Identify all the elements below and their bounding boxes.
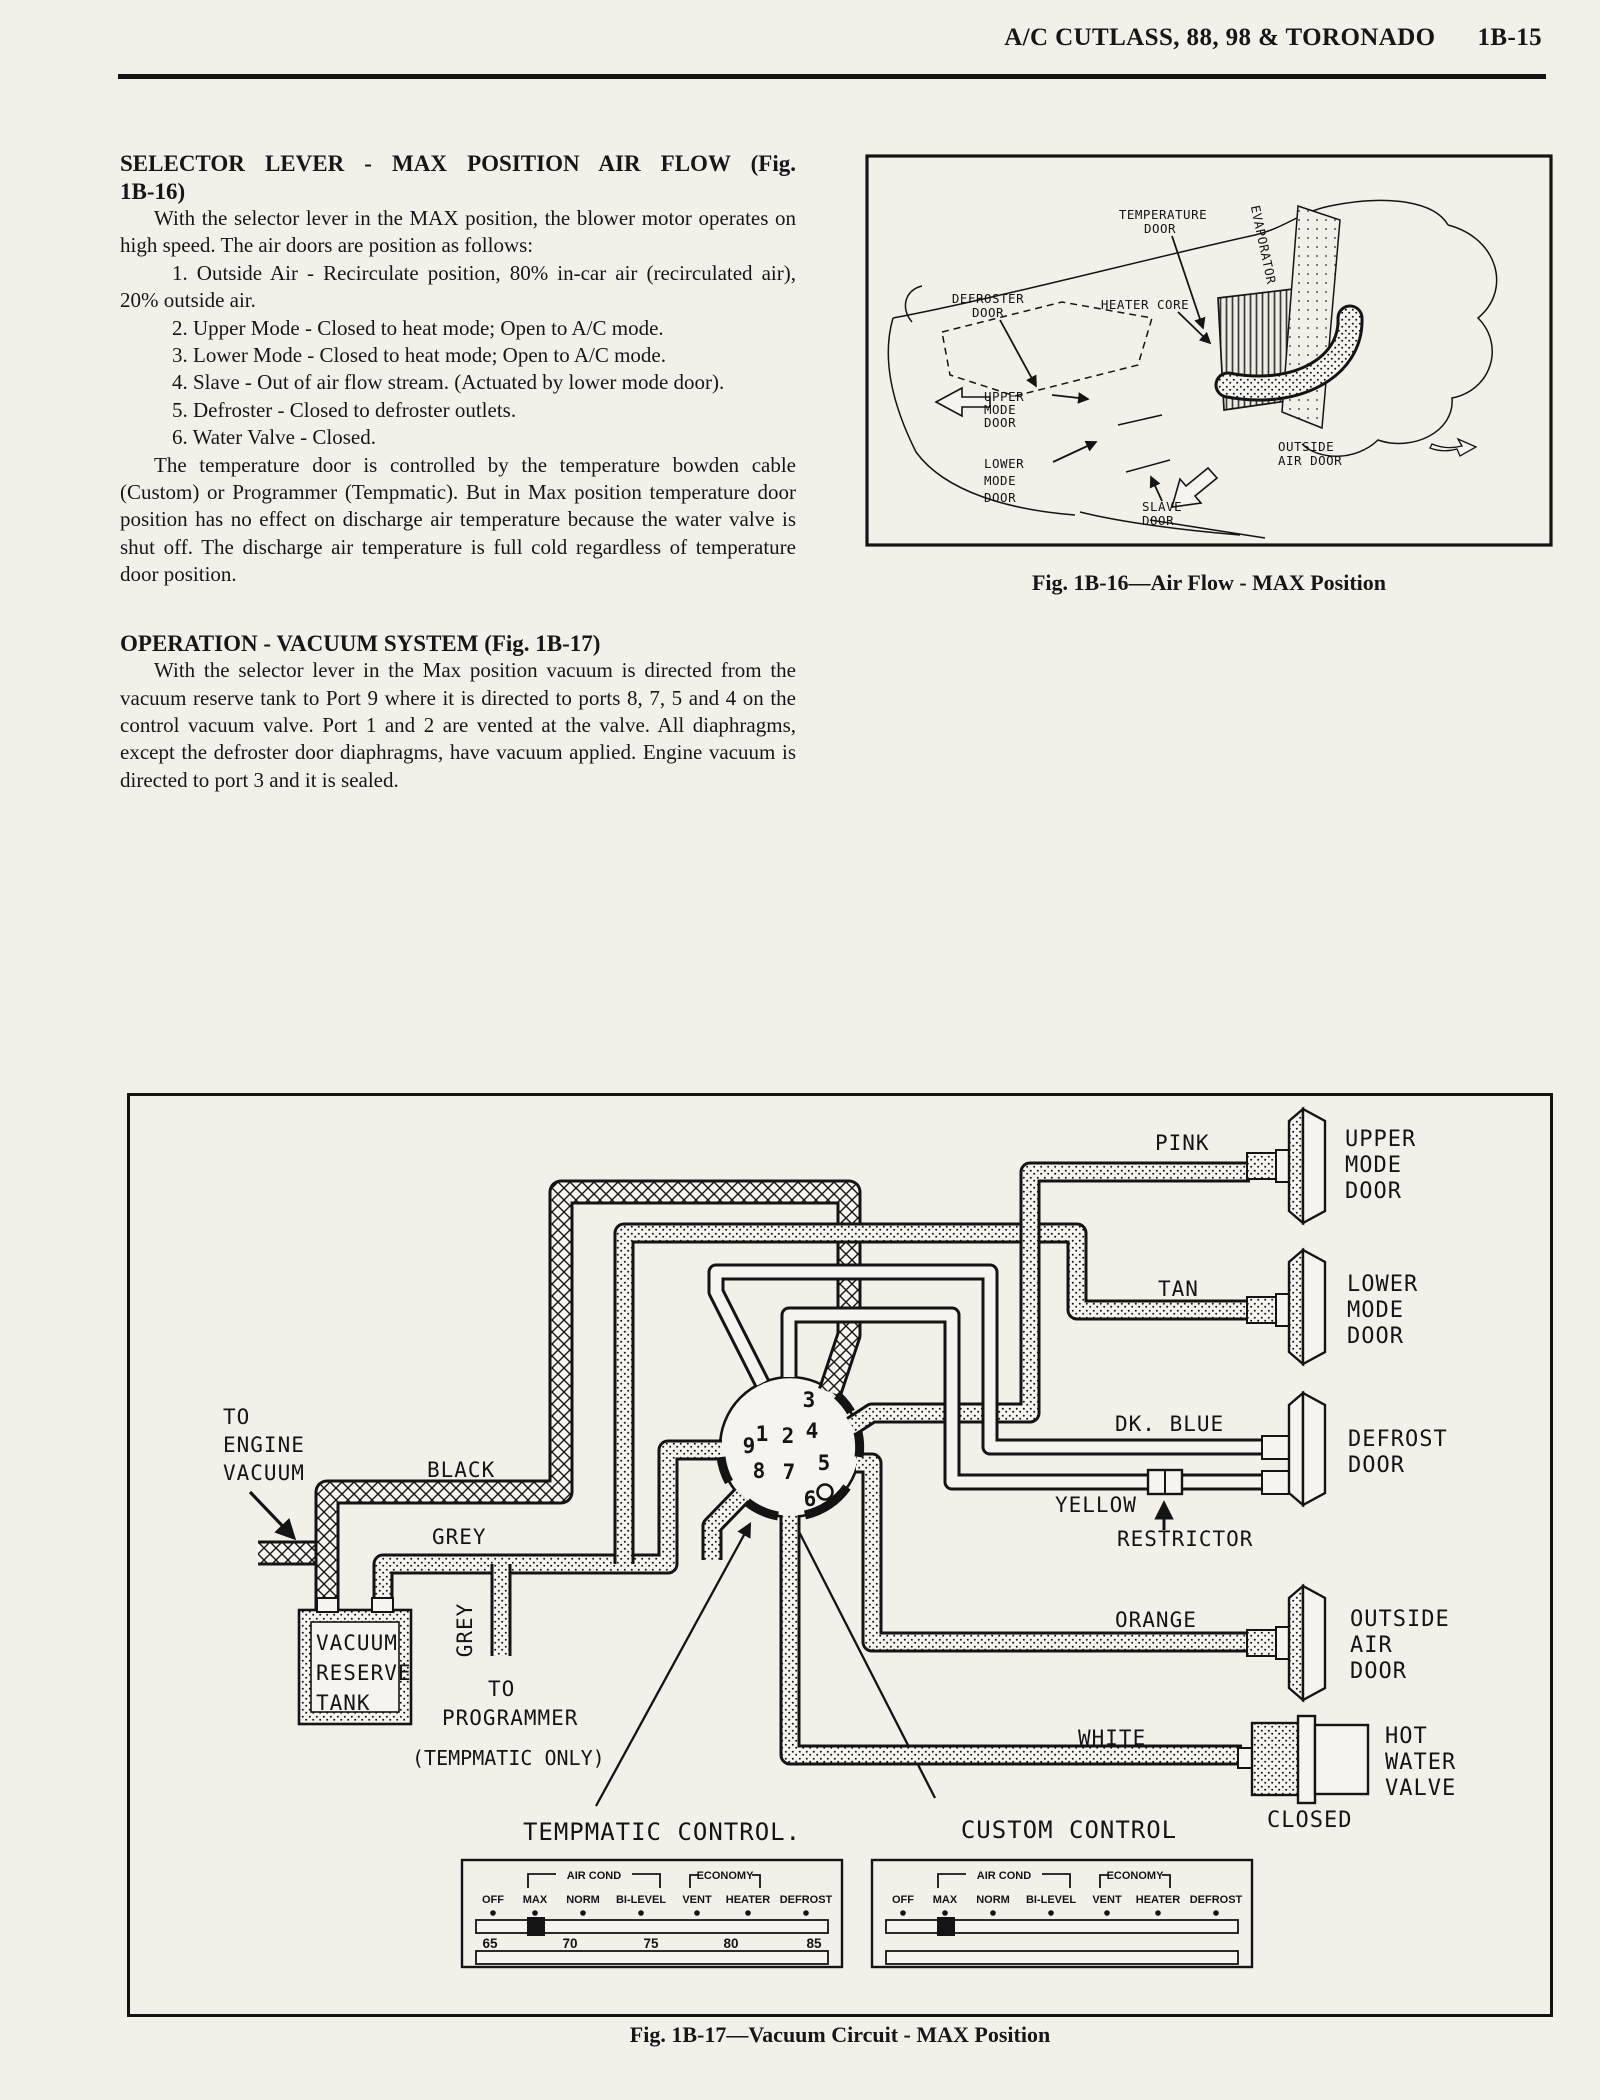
hot-water-valve	[1238, 1716, 1456, 1833]
tank-label: RESERVE	[316, 1661, 412, 1685]
heater-core-label: HEATER CORE	[1100, 297, 1190, 312]
door-lower-mode	[1247, 1250, 1418, 1364]
valve-port-9: 9	[742, 1434, 756, 1458]
tank-label: TANK	[316, 1691, 371, 1715]
mode-norm: NORM	[566, 1894, 600, 1906]
heading-line: OPERATION - VACUUM SYSTEM (Fig. 1B-17)	[120, 630, 601, 656]
list-item: 3. Lower Mode - Closed to heat mode; Open to A/C mode.	[172, 343, 667, 368]
mode-heater: HEATER	[1135, 1894, 1181, 1906]
temperature-door-label: DOOR	[1143, 221, 1177, 236]
engine-vacuum-callout	[223, 1405, 305, 1538]
defrost-door-label: DOOR	[1348, 1453, 1405, 1478]
door-defrost	[1262, 1393, 1448, 1505]
mode-vent: VENT	[1092, 1894, 1122, 1906]
yellow-label: YELLOW	[1055, 1493, 1137, 1517]
temp-75: 75	[643, 1936, 659, 1951]
upper-mode-door-label: UPPER	[984, 389, 1025, 404]
mode-defrost: DEFROST	[779, 1894, 833, 1906]
mode-lever-indicator[interactable]	[527, 1917, 545, 1936]
paragraph: The temperature door is controlled by the temperature bowden cable (Custom) or Programmer (Tempmatic). But in Max position temperature door position has no effect on discharge air temperature because the water valve is shut off. The discharge air temperature is full cold regardless of temperature door position.	[120, 452, 796, 587]
door-upper-mode	[1247, 1109, 1416, 1223]
black-label: BLACK	[427, 1458, 496, 1482]
valve-port-1: 1	[755, 1422, 769, 1446]
fig16-caption: Fig. 1B-16—Air Flow - MAX Position	[1031, 570, 1386, 595]
mode-defrost: DEFROST	[1189, 1894, 1243, 1906]
mode-bi-level: BI-LEVEL	[615, 1894, 667, 1906]
custom-control-panel	[872, 1860, 1252, 1967]
door-outside-air	[1247, 1586, 1450, 1700]
tank-port	[317, 1598, 338, 1612]
programmer-callout	[412, 1677, 605, 1770]
mode-max: MAX	[522, 1894, 548, 1906]
mode-bi-level: BI-LEVEL	[1025, 1894, 1077, 1906]
outside-air-door-label: OUTSIDE	[1350, 1607, 1450, 1632]
list-item: 1. Outside Air - Recirculate position, 80% in-car air (recirculated air), 20% outside air.	[120, 260, 796, 313]
fig16-leader-lines	[1000, 236, 1210, 501]
air-flow-arrows	[936, 388, 1476, 507]
list-item: 4. Slave - Out of air flow stream. (Actuated by lower mode door).	[172, 370, 725, 395]
restrictor-label: RESTRICTOR	[1117, 1527, 1254, 1551]
page-number: 1B-15	[1477, 24, 1542, 51]
to-programmer-label: PROGRAMMER	[442, 1706, 579, 1730]
grey-label: GREY	[432, 1525, 487, 1549]
lower-mode-door-label: MODE	[1347, 1298, 1404, 1323]
heading-line: SELECTOR LEVER - MAX POSITION AIR FLOW (Fig.	[120, 151, 796, 176]
custom-control-label: CUSTOM CONTROL	[960, 1816, 1178, 1844]
list-item: 6. Water Valve - Closed.	[172, 425, 376, 450]
temp-80: 80	[723, 1936, 739, 1951]
fig16-border	[867, 156, 1551, 545]
tempmatic-control-label: TEMPMATIC CONTROL.	[522, 1818, 802, 1846]
tank-label: VACUUM	[316, 1631, 398, 1655]
fig17-caption: Fig. 1B-17—Vacuum Circuit - MAX Position	[629, 2022, 1051, 2047]
hose-port8	[712, 1495, 742, 1560]
vacuum-reserve-tank	[299, 1598, 412, 1724]
defroster-door-label: DOOR	[971, 305, 1005, 320]
valve-port-8: 8	[752, 1459, 766, 1483]
defroster-door-label: DEFROSTER	[951, 291, 1025, 306]
temperature-lever-slot[interactable]	[886, 1951, 1238, 1964]
mode-vent: VENT	[682, 1894, 712, 1906]
mode-norm: NORM	[976, 1894, 1010, 1906]
temperature-lever-slot[interactable]	[476, 1951, 828, 1964]
outside-air-door-label: DOOR	[1350, 1659, 1407, 1684]
upper-mode-door-label: UPPER	[1345, 1127, 1417, 1152]
valve-port-3: 3	[802, 1388, 816, 1412]
hot-water-valve-label: HOT	[1385, 1724, 1428, 1749]
slave-door-label: DOOR	[1142, 513, 1175, 528]
valve-port-5: 5	[817, 1451, 831, 1475]
mode-dots	[900, 1910, 1219, 1916]
valve-port-6: 6	[803, 1487, 817, 1511]
heading-line: 1B-16)	[120, 178, 186, 204]
list-item: 5. Defroster - Closed to defroster outlets.	[172, 397, 517, 422]
grey-vertical-label: GREY	[453, 1602, 477, 1658]
header-title: A/C CUTLASS, 88, 98 & TORONADO	[1004, 24, 1436, 51]
air-cond-group-label: AIR COND	[976, 1870, 1032, 1882]
list-item: 2. Upper Mode - Closed to heat mode; Open to A/C mode.	[172, 315, 664, 340]
mode-max: MAX	[932, 1894, 958, 1906]
paragraph: With the selector lever in the Max position vacuum is directed from the vacuum reserve tank to Port 9 where it is directed to ports 8, 7, 5 and 4 on the control vacuum valve. Port 1 and 2 are vented at the valve. All diaphragms, except the defroster door diaphragms, have vacuum applied. Engine vacuum is directed to port 3 and it is sealed.	[120, 658, 796, 792]
pink-label: PINK	[1155, 1131, 1210, 1155]
orange-label: ORANGE	[1115, 1608, 1197, 1632]
outside-air-door-label: AIR	[1350, 1633, 1393, 1658]
dk-blue-label: DK. BLUE	[1115, 1412, 1225, 1436]
temp-85: 85	[806, 1936, 822, 1951]
valve-port-4: 4	[805, 1419, 819, 1443]
engine-vacuum-arrow	[250, 1492, 294, 1538]
lower-mode-door-label: DOOR	[984, 490, 1017, 505]
mode-heater: HEATER	[725, 1894, 771, 1906]
outside-air-door-label: OUTSIDE	[1278, 439, 1335, 454]
lower-mode-door-label: DOOR	[1347, 1324, 1404, 1349]
lower-mode-door-label: LOWER	[984, 456, 1025, 471]
white-label: WHITE	[1078, 1726, 1147, 1750]
outside-air-door-label: AIR DOOR	[1278, 453, 1343, 468]
valve-port-7: 7	[782, 1460, 796, 1484]
paragraph: With the selector lever in the MAX position, the blower motor operates on high speed. The air doors are position as follows:	[120, 206, 796, 258]
hot-water-valve-label: WATER	[1385, 1750, 1457, 1775]
lower-mode-door-label: MODE	[984, 473, 1017, 488]
upper-mode-door-label: MODE	[1345, 1153, 1402, 1178]
temperature-door-label: TEMPERATURE	[1118, 207, 1208, 222]
valve-port-2: 2	[781, 1424, 795, 1448]
temp-65: 65	[482, 1936, 498, 1951]
air-cond-group-label: AIR COND	[566, 1870, 622, 1882]
upper-mode-door-label: DOOR	[1345, 1179, 1402, 1204]
mode-off: OFF	[892, 1894, 914, 1906]
hot-water-valve-label: VALVE	[1385, 1776, 1457, 1801]
economy-group-label: ECONOMY	[696, 1870, 754, 1882]
temp-70: 70	[562, 1936, 578, 1951]
tempmatic-control-panel	[462, 1860, 842, 1967]
mode-dots	[490, 1910, 809, 1916]
mode-lever-indicator[interactable]	[937, 1917, 955, 1936]
economy-group-label: ECONOMY	[1106, 1870, 1164, 1882]
lower-mode-door-label: LOWER	[1347, 1272, 1419, 1297]
upper-mode-door-label: MODE	[984, 402, 1017, 417]
fig17-vacuum-diagram	[129, 1095, 1552, 2016]
fig16-panel	[867, 156, 1551, 545]
evaporator-label: EVAPORATOR	[1247, 203, 1280, 286]
closed-label: CLOSED	[1267, 1808, 1353, 1833]
tempmatic-only-label: (TEMPMATIC ONLY)	[412, 1746, 605, 1770]
upper-mode-door-label: DOOR	[984, 415, 1017, 430]
to-engine-vacuum-label: TO	[223, 1405, 251, 1429]
slave-door-label: SLAVE	[1142, 499, 1183, 514]
tank-port	[372, 1598, 393, 1612]
mode-off: OFF	[482, 1894, 504, 1906]
to-engine-vacuum-label: ENGINE	[223, 1433, 305, 1457]
defrost-door-label: DEFROST	[1348, 1427, 1448, 1452]
to-programmer-label: TO	[488, 1677, 516, 1701]
to-engine-vacuum-label: VACUUM	[223, 1461, 305, 1485]
tan-label: TAN	[1158, 1277, 1199, 1301]
